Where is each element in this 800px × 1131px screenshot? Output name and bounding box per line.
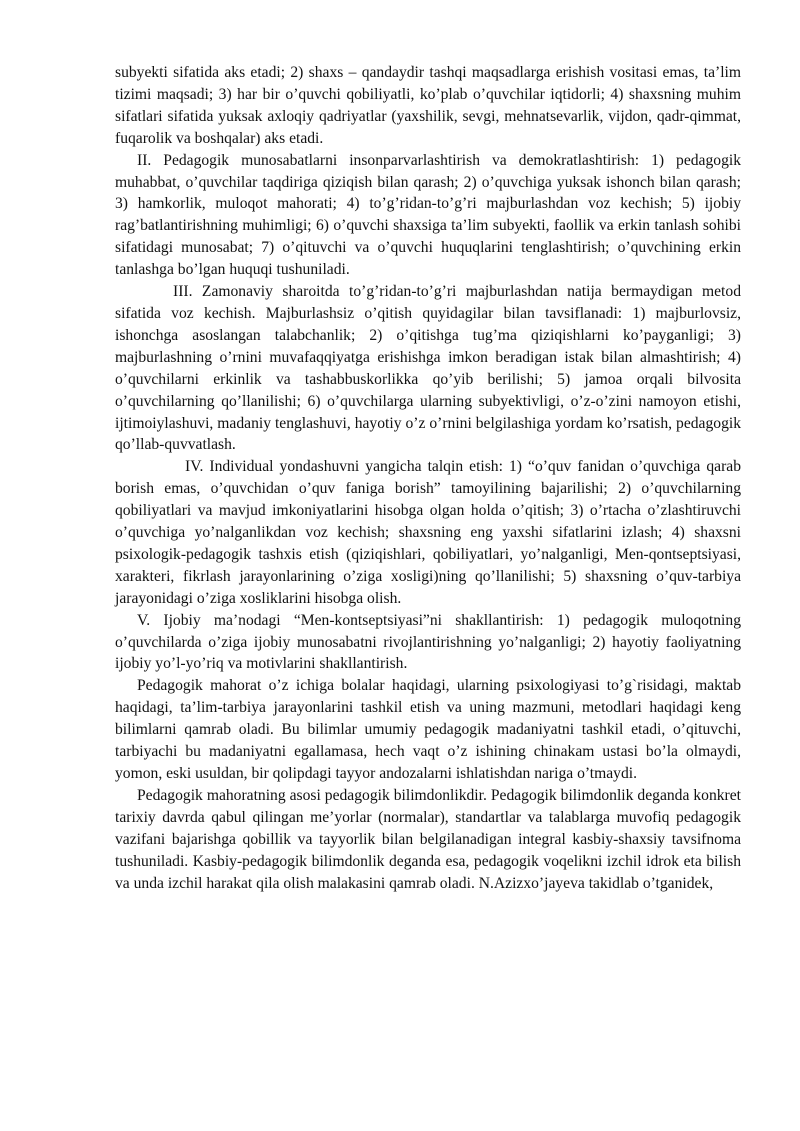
paragraph-continuation: subyekti sifatida aks etadi; 2) shaxs – qandaydir tashqi maqsadlarga erishish vositasi emas, ta’lim tizimi maqsadi; 3) har bir o’quvchi qobiliyatli, ko’plab o’quvchilar iqtidorli; 4) shaxsning muhim sifatlari sifatida yuksak axloqiy qadriyatlar (yaxshilik, sevgi, mehnatsevarlik, vijdon, qadr-qimmat, fuqarolik va boshqalar) aks etadi.: [115, 64, 741, 147]
paragraph-section-ii: II. Pedagogik munosabatlarni insonparvarlashtirish va demokratlashtirish: 1) pedagogik muhabbat, o’quvchilar taqdiriga qiziqish bilan qarash; 2) o’quvchiga yuksak ishonch bilan qarash; 3) hamkorlik, muloqot mahorati; 4) to’g’ridan-to’g’ri majburlashdan voz kechish; 5) ijobiy rag’batlantirishning muhimligi; 6) o’quvchi shaxsiga ta’lim subyekti, faollik va erkin tanlash sohibi sifatidagi munosabat; 7) o’qituvchi va o’quvchi huquqlarini tenglashtirish; o’quvchining erkin tanlashga bo’lgan huquqi tushuniladi.: [115, 151, 741, 279]
paragraph-section-iii: III. Zamonaviy sharoitda to’g’ridan-to’g’ri majburlashdan natija bermaydigan metod sifatida voz kechish. Majburlashsiz o’qitish quyidagilar bilan tavsiflanadi: 1) majburlovsiz, ishonchga asoslangan talabchanlik; 2) o’qitishga tug’ma qiziqishlarni ko’payganligi; 3) majburlashning o’rnini muvafaqqiyatga erishishga imkon beradigan istak bilan almashtirish; 4) o’quvchilarni erkinlik va tashabbuskorlikka qo’yib berilishi; 5) jamoa orqali bilvosita o’quvchilarning qo’llanilishi; 6) o’quvchilarga ularning subyektivligi, o’z-o’zini namoyon etishi, ijtimoiylashuvi, madaniy tenglashuvi, hayotiy o’z o’rnini belgilashiga yordam ko’rsatish, pedagogik qo’llab-quvvatlash.: [115, 283, 741, 454]
paragraph-pedagogical-competence: Pedagogik mahoratning asosi pedagogik bilimdonlikdir. Pedagogik bilimdonlik deganda konkret tarixiy davrda qabul qilingan me’yorlar (normalar), standartlar va talablarga muvofiq pedagogik vazifani bajarishga qobillik va tayyorlik bilan belgilanadigan integral kasbiy-shaxsiy tavsifnoma tushuniladi. Kasbiy-pedagogik bilimdonlik deganda esa, pedagogik voqelikni izchil idrok eta bilish va unda izchil harakat qila olish malakasini qamrab oladi. N.Azizxo’jayeva takidlab o’tganidek,: [115, 786, 741, 892]
paragraph-pedagogical-mastery: Pedagogik mahorat o’z ichiga bolalar haqidagi, ularning psixologiyasi to’g`risidagi, maktab haqidagi, ta’lim-tarbiya jarayonlarini tashkil etish va uning mazmuni, metodlari haqidagi keng bilimlarni qamrab oladi. Bu bilimlar umumiy pedagogik madaniyatni tashkil etadi, o’qituvchi, tarbiyachi bu madaniyatni egallamasa, hech vaqt o’z ishining chinakam ustasi bo’la olmaydi, yomon, eski usuldan, bir qolipdagi tayyor andozalarni ishlatishdan nariga o’tmaydi.: [115, 677, 741, 782]
document-page: [115, 62, 741, 894]
paragraph-section-v: V. Ijobiy ma’nodagi “Men-kontseptsiyasi”ni shakllantirish: 1) pedagogik muloqotning o’quvchilarda o’ziga ijobiy munosabatni rivojlantirishning yo’nalganligi; 2) hayotiy faoliyatning ijobiy yo’l-yo’riq va motivlarini shakllantirish.: [115, 611, 741, 673]
paragraph-section-iv: IV. Individual yondashuvni yangicha talqin etish: 1) “o’quv fanidan o’quvchiga qarab borish emas, o’quvchidan o’quv faniga borish” tamoyilining bajarilishi; 2) o’quvchilarning qobiliyatlari va mavjud imkoniyatlarini hisobga olgan holda o’qitish; 3) o’rtacha o’zlashtiruvchi o’quvchiga yo’nalganlikdan voz kechish; shaxsning eng yaxshi sifatlarini izlash; 4) shaxsni psixologik-pedagogik tashxis etish (qiziqishlari, qobiliyatlari, yo’nalganligi, Men-qontseptsiyasi, xarakteri, fikrlash jarayonlarining o’ziga xosligi)ning qo’llanilishi; 5) shaxsning o’quv-tarbiya jarayonidagi o’ziga xosliklarini hisobga olish.: [115, 458, 741, 607]
